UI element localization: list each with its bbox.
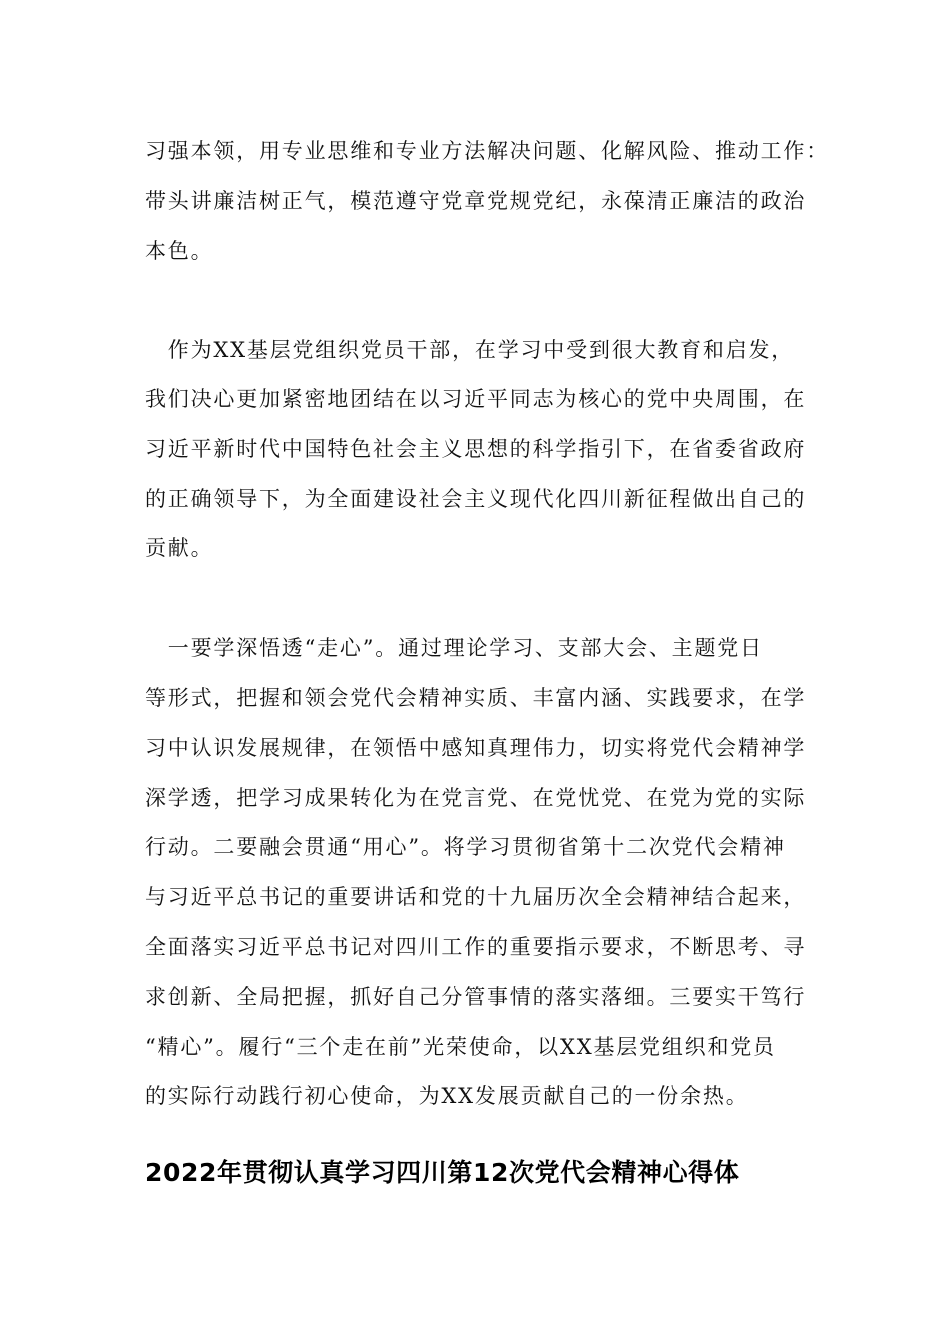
paragraph-3-line-6: 与习近平总书记的重要讲话和党的十九届历次全会精神结合起来， [145, 885, 807, 909]
section-title: 2022年贯彻认真学习四川第12次党代会精神心得体 [145, 1158, 740, 1187]
paragraph-2-line-5: 贡献。 [145, 536, 214, 560]
paragraph-3-line-1: 一要学深悟透“走心”。通过理论学习、支部大会、主题党日 [145, 636, 763, 660]
paragraph-3-line-2: 等形式，把握和领会党代会精神实质、丰富内涵、实践要求，在学 [145, 686, 807, 710]
paragraph-1-line-3: 本色。 [145, 239, 214, 263]
paragraph-3-line-7: 全面落实习近平总书记对四川工作的重要指示要求，不断思考、寻 [145, 935, 807, 959]
paragraph-2-line-2: 我们决心更加紧密地团结在以习近平同志为核心的党中央周围，在 [145, 387, 807, 411]
paragraph-2-line-4: 的正确领导下，为全面建设社会主义现代化四川新征程做出自己的 [145, 487, 807, 511]
paragraph-3-line-8: 求创新、全局把握，抓好自己分管事情的落实落细。三要实干笃行 [145, 985, 807, 1009]
paragraph-3-line-3: 习中认识发展规律，在领悟中感知真理伟力，切实将党代会精神学 [145, 736, 807, 760]
paragraph-1-line-1: 习强本领，用专业思维和专业方法解决问题、化解风险、推动工作： [145, 139, 829, 163]
paragraph-3-line-5: 行动。二要融会贯通“用心”。将学习贯彻省第十二次党代会精神 [145, 835, 786, 859]
paragraph-2-line-1: 作为XX基层党组织党员干部，在学习中受到很大教育和启发， [145, 338, 795, 362]
paragraph-2-line-3: 习近平新时代中国特色社会主义思想的科学指引下，在省委省政府 [145, 437, 807, 461]
paragraph-1-line-2: 带头讲廉洁树正气，模范遵守党章党规党纪，永葆清正廉洁的政治 [145, 189, 807, 213]
paragraph-3-line-10: 的实际行动践行初心使命，为XX发展贡献自己的一份余热。 [145, 1084, 749, 1108]
paragraph-3-line-4: 深学透，把学习成果转化为在党言党、在党忧党、在党为党的实际 [145, 786, 807, 810]
paragraph-3-line-9: “精心”。履行“三个走在前”光荣使命，以XX基层党组织和党员 [145, 1035, 776, 1059]
